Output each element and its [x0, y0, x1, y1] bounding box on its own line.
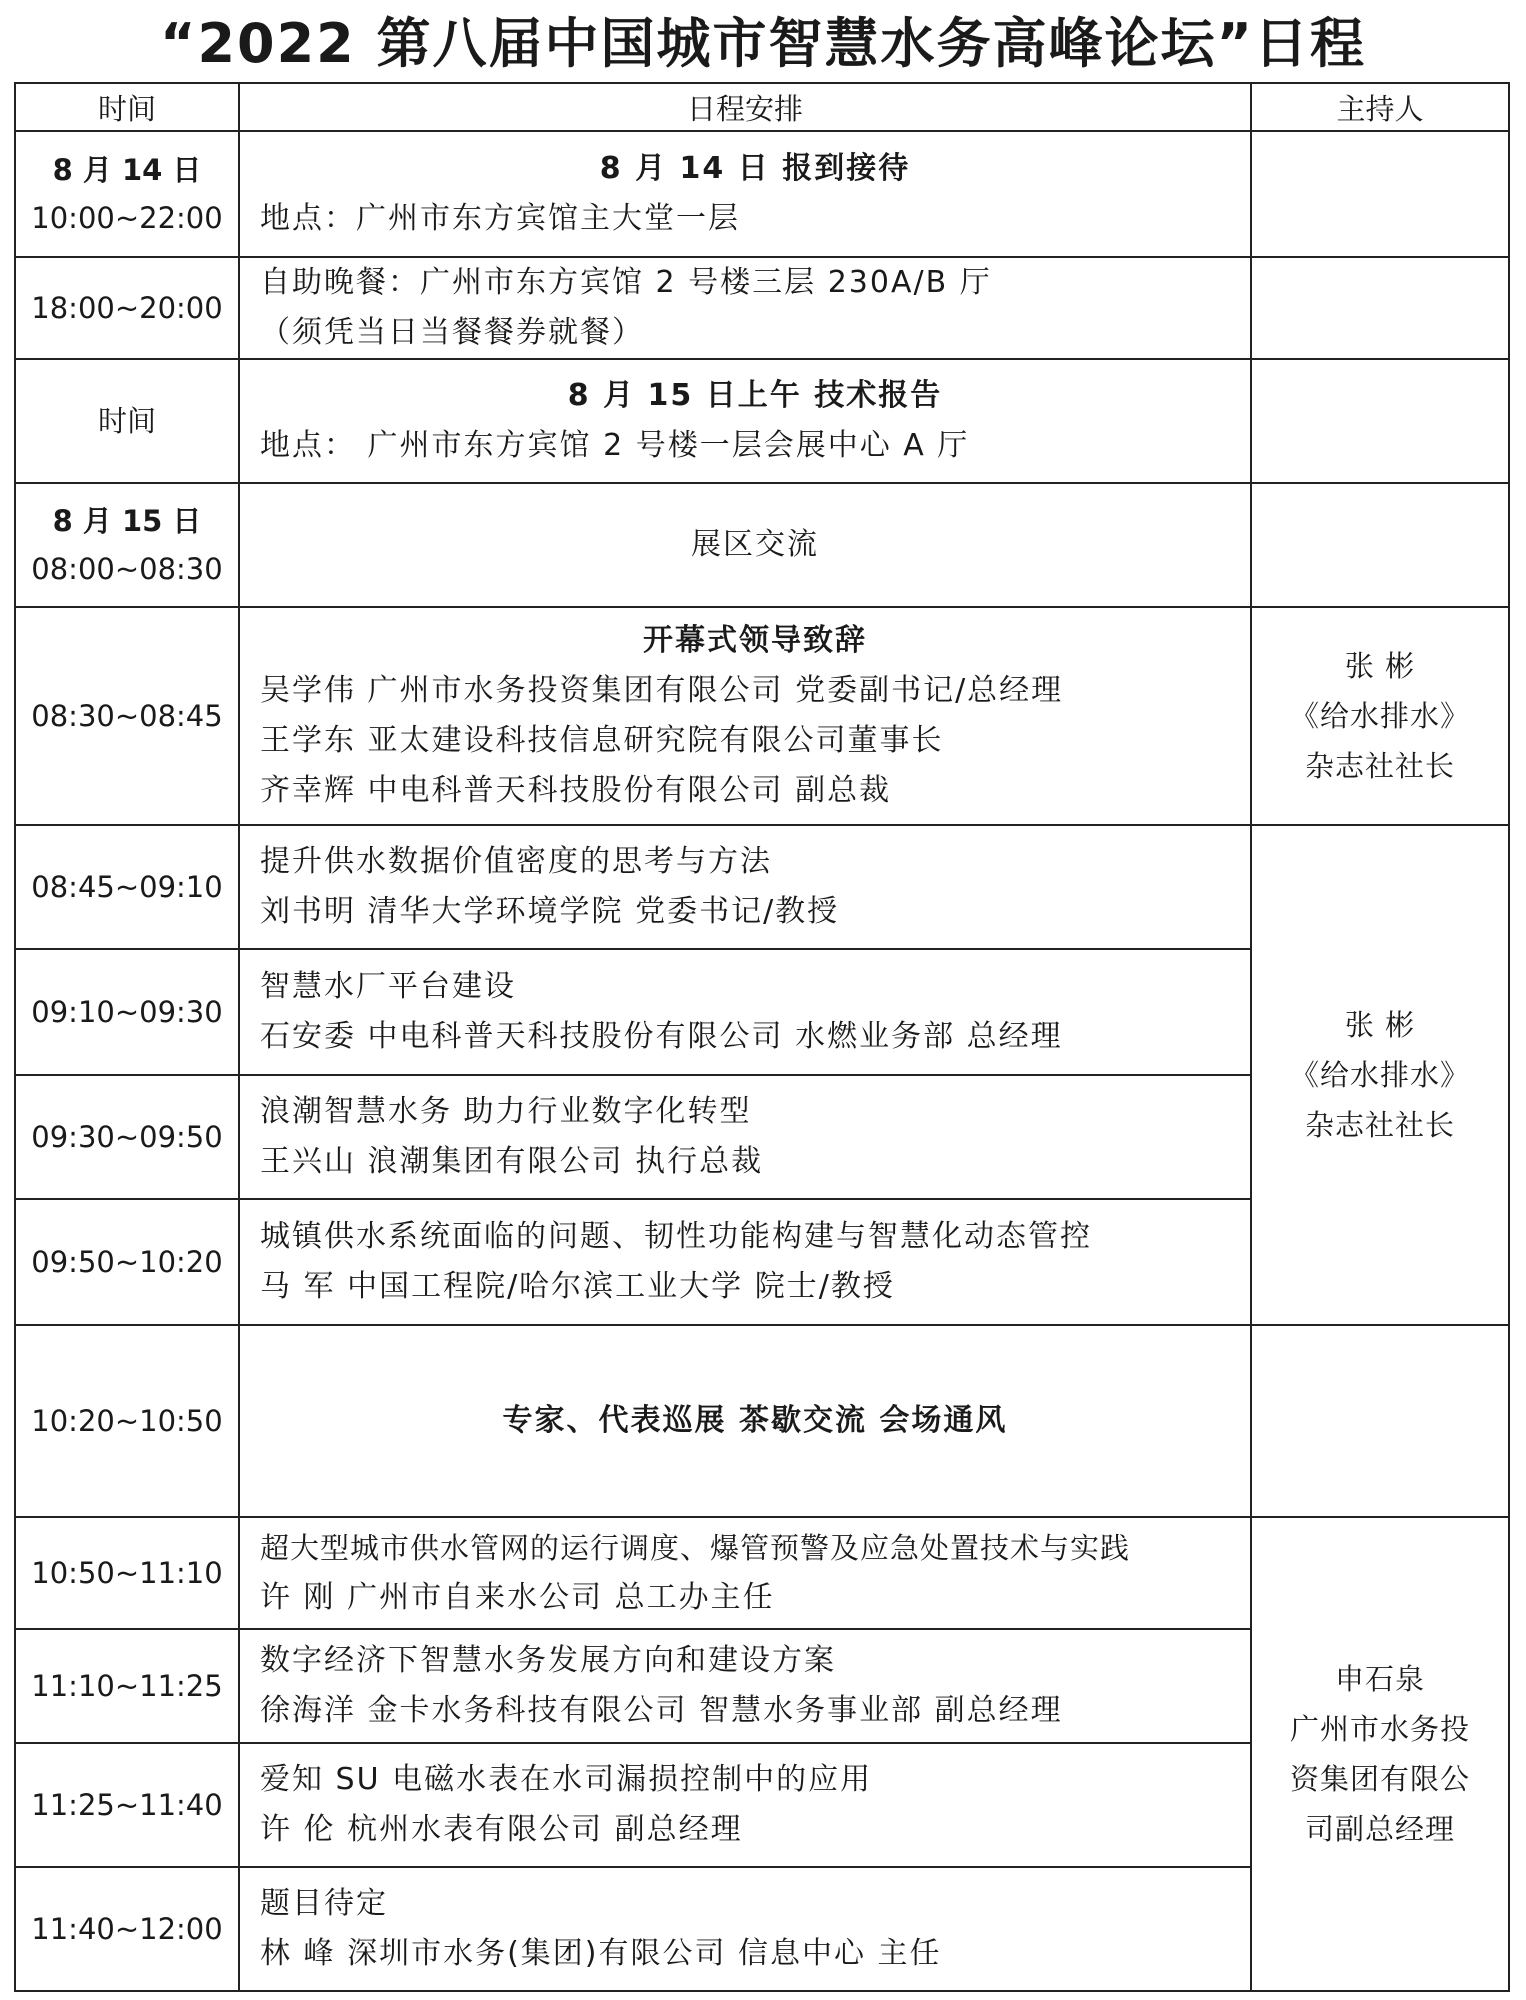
- page-title: “2022 第八届中国城市智慧水务高峰论坛”日程: [159, 12, 1367, 75]
- header-time: 时间: [15, 83, 239, 131]
- activity-line: 自助晚餐：广州市东方宾馆 2 号楼三层 230A/B 厅: [260, 265, 992, 300]
- time-range: 08:30~08:45: [31, 699, 223, 733]
- time-cell: [15, 1325, 239, 1517]
- time-cell: [15, 825, 239, 949]
- activity-line: 地点：广州市东方宾馆主大堂一层: [260, 201, 740, 236]
- break-title: 专家、代表巡展 茶歇交流 会场通风: [502, 1403, 1008, 1438]
- speaker-line: 刘书明 清华大学环境学院 党委书记/教授: [260, 894, 840, 929]
- host-cell: [1251, 1517, 1509, 1991]
- time-range: 11:10~11:25: [31, 1669, 223, 1703]
- host-cell-empty: [1251, 131, 1509, 257]
- activity-cell: [239, 131, 1251, 257]
- activity-line: 地点： 广州市东方宾馆 2 号楼一层会展中心 A 厅: [260, 428, 970, 463]
- table-row: [15, 1517, 1509, 1629]
- talk-title: 题目待定: [260, 1886, 388, 1921]
- time-range: 10:00~22:00: [31, 201, 223, 235]
- time-range: 09:10~09:30: [31, 995, 223, 1029]
- host-cell-empty: [1251, 257, 1509, 359]
- activity-cell: [239, 607, 1251, 825]
- time-cell: [15, 1199, 239, 1325]
- time-cell: [15, 359, 239, 483]
- time-cell: [15, 1743, 239, 1867]
- activity-cell: [239, 483, 1251, 607]
- time-label: 时间: [97, 404, 156, 438]
- time-date: 8 月 14 日: [52, 153, 202, 187]
- activity-cell: [239, 1867, 1251, 1991]
- table-row: [15, 257, 1509, 359]
- time-range: 18:00~20:00: [31, 291, 223, 325]
- host-line: 司副总经理: [1304, 1812, 1455, 1846]
- time-range: 08:00~08:30: [31, 552, 223, 586]
- time-range: 10:20~10:50: [31, 1404, 223, 1438]
- talk-title: 爱知 SU 电磁水表在水司漏损控制中的应用: [260, 1762, 873, 1797]
- activity-cell: [239, 1325, 1251, 1517]
- host-cell-empty: [1251, 359, 1509, 483]
- time-cell: [15, 131, 239, 257]
- talk-title: 提升供水数据价值密度的思考与方法: [260, 844, 772, 879]
- time-range: 09:30~09:50: [31, 1120, 223, 1154]
- speaker-line: 许 刚 广州市自来水公司 总工办主任: [260, 1580, 775, 1615]
- time-cell: [15, 1867, 239, 1991]
- time-cell: [15, 257, 239, 359]
- table-row: [15, 483, 1509, 607]
- activity-title: 8 月 14 日 报到接待: [599, 151, 911, 186]
- host-cell: [1251, 607, 1509, 825]
- table-row: [15, 359, 1509, 483]
- activity-cell: [239, 359, 1251, 483]
- time-cell: [15, 949, 239, 1075]
- host-cell-empty: [1251, 483, 1509, 607]
- speaker-line: 王兴山 浪潮集团有限公司 执行总裁: [260, 1144, 764, 1179]
- host-cell-empty: [1251, 1325, 1509, 1517]
- host-line: 广州市水务投: [1289, 1712, 1470, 1746]
- host-title: 杂志社社长: [1304, 1108, 1455, 1142]
- host-line: 资集团有限公: [1289, 1762, 1470, 1796]
- talk-title: 城镇供水系统面临的问题、韧性功能构建与智慧化动态管控: [260, 1219, 1092, 1254]
- time-cell: [15, 1517, 239, 1629]
- activity-cell: [239, 949, 1251, 1075]
- host-name: 申石泉: [1334, 1662, 1425, 1696]
- host-name: 张 彬: [1344, 649, 1416, 683]
- activity-cell: [239, 1517, 1251, 1629]
- host-org: 《给水排水》: [1289, 1058, 1470, 1092]
- table-row: [15, 1325, 1509, 1517]
- activity-title: 开幕式领导致辞: [643, 623, 867, 658]
- host-org: 《给水排水》: [1289, 699, 1470, 733]
- time-cell: [15, 1075, 239, 1199]
- activity-cell: [239, 1075, 1251, 1199]
- host-title: 杂志社社长: [1304, 749, 1455, 783]
- activity-cell: [239, 1199, 1251, 1325]
- time-range: 08:45~09:10: [31, 870, 223, 904]
- table-row: [15, 825, 1509, 949]
- activity-line: 王学东 亚太建设科技信息研究院有限公司董事长: [260, 723, 944, 758]
- talk-title: 超大型城市供水管网的运行调度、爆管预警及应急处置技术与实践: [260, 1531, 1131, 1565]
- time-range: 09:50~10:20: [31, 1245, 223, 1279]
- speaker-line: 许 伦 杭州水表有限公司 副总经理: [260, 1812, 743, 1847]
- time-date: 8 月 15 日: [52, 504, 202, 538]
- speaker-line: 马 军 中国工程院/哈尔滨工业大学 院士/教授: [260, 1269, 895, 1304]
- talk-title: 数字经济下智慧水务发展方向和建设方案: [260, 1643, 836, 1678]
- table-row: [15, 131, 1509, 257]
- talk-title: 智慧水厂平台建设: [260, 969, 516, 1004]
- activity-cell: [239, 1743, 1251, 1867]
- activity-cell: [239, 825, 1251, 949]
- activity-title: 8 月 15 日上午 技术报告: [567, 378, 943, 413]
- schedule-table: [14, 82, 1510, 1992]
- activity-line: （须凭当日当餐餐券就餐）: [260, 315, 644, 350]
- host-cell: [1251, 825, 1509, 1325]
- time-cell: [15, 1629, 239, 1743]
- activity-title: 展区交流: [691, 527, 819, 562]
- activity-line: 吴学伟 广州市水务投资集团有限公司 党委副书记/总经理: [260, 673, 1064, 708]
- table-row: [15, 607, 1509, 825]
- speaker-line: 林 峰 深圳市水务(集团)有限公司 信息中心 主任: [260, 1936, 942, 1971]
- time-range: 11:40~12:00: [31, 1912, 223, 1946]
- time-range: 10:50~11:10: [31, 1556, 223, 1590]
- speaker-line: 徐海洋 金卡水务科技有限公司 智慧水务事业部 副总经理: [260, 1693, 1063, 1728]
- activity-line: 齐幸辉 中电科普天科技股份有限公司 副总裁: [260, 773, 892, 808]
- time-range: 11:25~11:40: [31, 1788, 223, 1822]
- activity-cell: [239, 257, 1251, 359]
- speaker-line: 石安委 中电科普天科技股份有限公司 水燃业务部 总经理: [260, 1019, 1063, 1054]
- talk-title: 浪潮智慧水务 助力行业数字化转型: [260, 1094, 752, 1129]
- table-header-row: [15, 83, 1509, 131]
- header-host: 主持人: [1251, 83, 1509, 131]
- time-cell: [15, 483, 239, 607]
- time-cell: [15, 607, 239, 825]
- activity-cell: [239, 1629, 1251, 1743]
- header-schedule: 日程安排: [239, 83, 1251, 131]
- host-name: 张 彬: [1344, 1008, 1416, 1042]
